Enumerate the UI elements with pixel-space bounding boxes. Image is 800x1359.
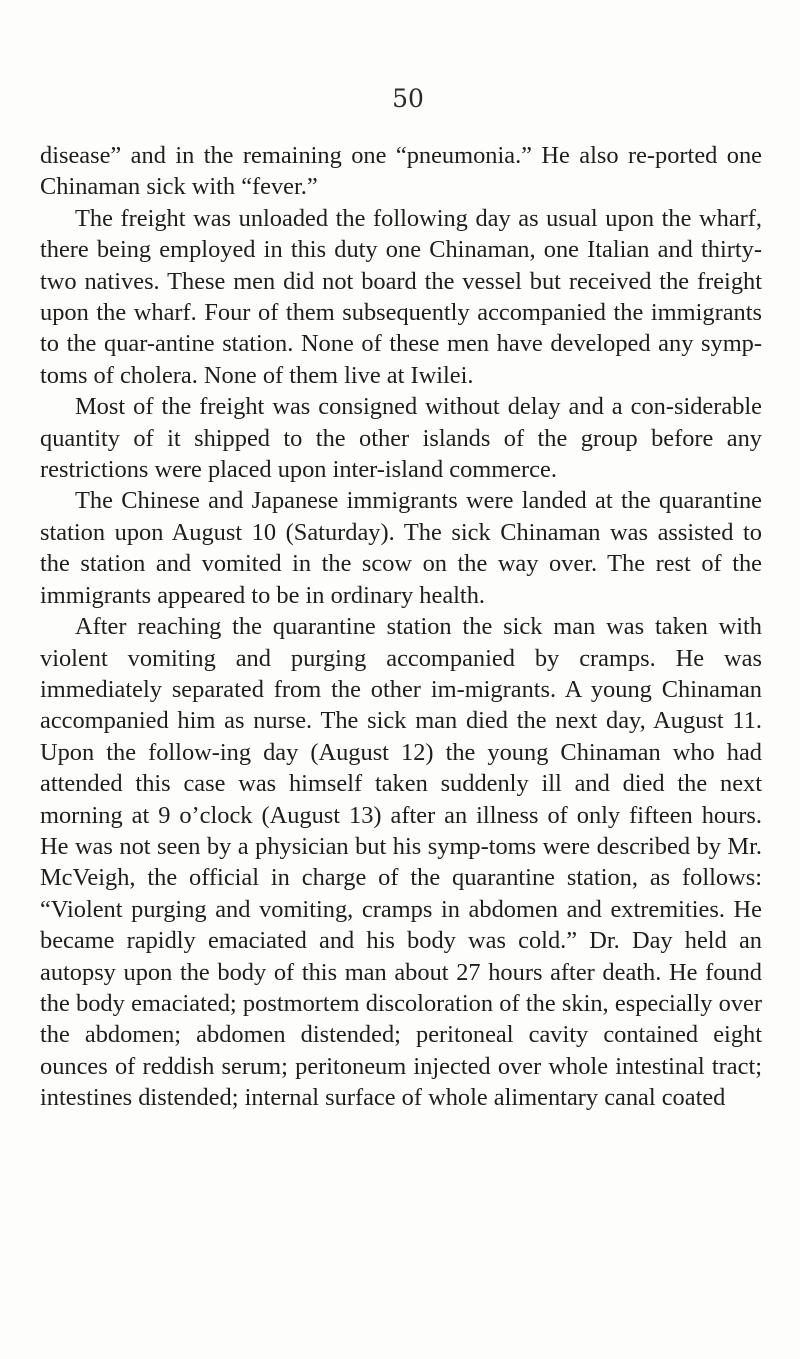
page-number: 50 <box>392 84 424 113</box>
paragraph-4: The Chinese and Japanese immigrants were landed at the quarantine station upon August 10 (Saturday). The sick Chinaman was assisted to the station and vomited in the scow on the way over. The rest of the immigrants appeared to be in ordinary health. <box>40 487 762 609</box>
paragraph-2: The freight was unloaded the following day as usual upon the wharf, there being employed in this duty one Chinaman, one Italian and thirty-two natives. These men did not board the vessel but received the freight upon the wharf. Four of them subsequently accompanied the immigrants to the quar-antine station. None of these men have developed any symp-toms of cholera. None of them live at Iwilei. <box>40 204 762 389</box>
paragraph-5: After reaching the quarantine station the sick man was taken with violent vomiting and purging accompanied by cramps. He was immediately separated from the other im-migrants. A young Chinaman accompanied him as nurse. The sick man died the next day, August 11. Upon the follow-ing day (August 12) the young Chinaman who had attended this case was himself taken suddenly ill and died the next morning at 9 o’clock (August 13) after an illness of only fifteen hours. He was not seen by a physician but his symp-toms were described by Mr. McVeigh, the official in charge of the quarantine station, as follows: “Violent purging and vomiting, cramps in abdomen and extremities. He became rapidly emaciated and his body was cold.” Dr. Day held an autopsy upon the body of this man about 27 hours after death. He found the body emaciated; postmortem discoloration of the skin, especially over the abdomen; abdomen distended; peritoneal cavity contained eight ounces of reddish serum; peritoneum injected over whole intestinal tract; intestines distended; internal surface of whole alimentary canal coated <box>40 613 762 1112</box>
paragraph-1: disease” and in the remaining one “pneumonia.” He also re-ported one Chinaman sick with “fever.” <box>40 142 762 201</box>
paragraph-3: Most of the freight was consigned without delay and a con-siderable quantity of it shipped to the other islands of the group before any restrictions were placed upon inter-island commerce. <box>40 393 762 484</box>
body-text <box>40 140 762 1114</box>
